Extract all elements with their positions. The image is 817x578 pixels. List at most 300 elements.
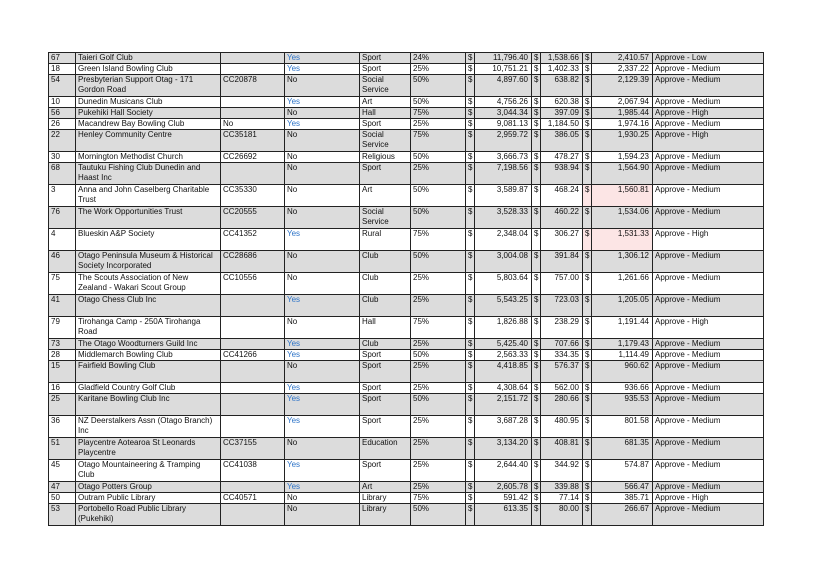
currency-symbol-cell[interactable]: $ [583, 504, 592, 526]
charity-number-cell[interactable] [221, 504, 285, 526]
amount-cell[interactable]: 1,261.66 [592, 273, 653, 295]
category-cell[interactable]: Sport [360, 416, 411, 438]
organisation-cell[interactable]: NZ Deerstalkers Assn (Otago Branch) Inc [76, 416, 221, 438]
charity-number-cell[interactable]: CC40571 [221, 493, 285, 504]
table-row[interactable] [49, 97, 764, 108]
amount-cell[interactable]: 1,826.88 [475, 317, 532, 339]
gst-cell[interactable]: Yes [285, 339, 360, 350]
currency-symbol-cell[interactable]: $ [532, 350, 541, 361]
currency-symbol-cell[interactable]: $ [583, 383, 592, 394]
amount-cell[interactable]: 5,425.40 [475, 339, 532, 350]
currency-symbol-cell[interactable]: $ [466, 97, 475, 108]
percent-cell[interactable]: 25% [411, 119, 466, 130]
amount-cell[interactable]: 576.37 [541, 361, 583, 383]
gst-cell[interactable]: Yes [285, 97, 360, 108]
currency-symbol-cell[interactable]: $ [532, 273, 541, 295]
organisation-cell[interactable]: Anna and John Caselberg Charitable Trust [76, 185, 221, 207]
category-cell[interactable]: Sport [360, 460, 411, 482]
percent-cell[interactable]: 25% [411, 64, 466, 75]
category-cell[interactable]: Religious [360, 152, 411, 163]
gst-cell[interactable]: No [285, 185, 360, 207]
currency-symbol-cell[interactable]: $ [466, 251, 475, 273]
amount-cell[interactable]: 613.35 [475, 504, 532, 526]
id-cell[interactable]: 67 [49, 53, 76, 64]
currency-symbol-cell[interactable]: $ [532, 361, 541, 383]
category-cell[interactable]: Sport [360, 64, 411, 75]
percent-cell[interactable]: 25% [411, 361, 466, 383]
recommendation-cell[interactable]: Approve - Medium [653, 361, 764, 383]
table-row[interactable] [49, 339, 764, 350]
percent-cell[interactable]: 25% [411, 416, 466, 438]
amount-cell[interactable]: 1,114.49 [592, 350, 653, 361]
currency-symbol-cell[interactable]: $ [466, 493, 475, 504]
recommendation-cell[interactable]: Approve - Medium [653, 251, 764, 273]
organisation-cell[interactable]: Outram Public Library [76, 493, 221, 504]
amount-cell[interactable]: 1,179.43 [592, 339, 653, 350]
id-cell[interactable]: 54 [49, 75, 76, 97]
currency-symbol-cell[interactable]: $ [583, 229, 592, 251]
currency-symbol-cell[interactable]: $ [583, 317, 592, 339]
currency-symbol-cell[interactable]: $ [466, 350, 475, 361]
currency-symbol-cell[interactable]: $ [583, 97, 592, 108]
percent-cell[interactable]: 75% [411, 108, 466, 119]
amount-cell[interactable]: 1,306.12 [592, 251, 653, 273]
category-cell[interactable]: Art [360, 185, 411, 207]
amount-cell[interactable]: 2,959.72 [475, 130, 532, 152]
gst-cell[interactable]: No [285, 108, 360, 119]
amount-cell[interactable]: 2,563.33 [475, 350, 532, 361]
currency-symbol-cell[interactable]: $ [466, 361, 475, 383]
organisation-cell[interactable]: Dunedin Musicans Club [76, 97, 221, 108]
gst-cell[interactable]: Yes [285, 394, 360, 416]
percent-cell[interactable]: 50% [411, 185, 466, 207]
charity-number-cell[interactable] [221, 361, 285, 383]
id-cell[interactable]: 18 [49, 64, 76, 75]
amount-cell[interactable]: 7,198.56 [475, 163, 532, 185]
id-cell[interactable]: 36 [49, 416, 76, 438]
organisation-cell[interactable]: The Work Opportunities Trust [76, 207, 221, 229]
currency-symbol-cell[interactable]: $ [583, 130, 592, 152]
percent-cell[interactable]: 50% [411, 350, 466, 361]
percent-cell[interactable]: 25% [411, 438, 466, 460]
amount-cell[interactable]: 3,528.33 [475, 207, 532, 229]
id-cell[interactable]: 15 [49, 361, 76, 383]
recommendation-cell[interactable]: Approve - Medium [653, 97, 764, 108]
recommendation-cell[interactable]: Approve - Medium [653, 64, 764, 75]
amount-cell[interactable]: 397.09 [541, 108, 583, 119]
charity-number-cell[interactable] [221, 383, 285, 394]
amount-cell[interactable]: 2,605.78 [475, 482, 532, 493]
percent-cell[interactable]: 50% [411, 75, 466, 97]
amount-cell[interactable]: 386.05 [541, 130, 583, 152]
currency-symbol-cell[interactable]: $ [583, 108, 592, 119]
organisation-cell[interactable]: Presbyterian Support Otag - 171 Gordon Road [76, 75, 221, 97]
organisation-cell[interactable]: Gladfield Country Golf Club [76, 383, 221, 394]
category-cell[interactable]: Social Service [360, 207, 411, 229]
amount-cell[interactable]: 339.88 [541, 482, 583, 493]
amount-cell[interactable]: 460.22 [541, 207, 583, 229]
currency-symbol-cell[interactable]: $ [583, 361, 592, 383]
currency-symbol-cell[interactable]: $ [532, 339, 541, 350]
currency-symbol-cell[interactable]: $ [466, 130, 475, 152]
currency-symbol-cell[interactable]: $ [532, 97, 541, 108]
recommendation-cell[interactable]: Approve - High [653, 130, 764, 152]
category-cell[interactable]: Sport [360, 53, 411, 64]
amount-cell[interactable]: 938.94 [541, 163, 583, 185]
organisation-cell[interactable]: Henley Community Centre [76, 130, 221, 152]
category-cell[interactable]: Sport [360, 383, 411, 394]
currency-symbol-cell[interactable]: $ [532, 438, 541, 460]
charity-number-cell[interactable]: CC10556 [221, 273, 285, 295]
recommendation-cell[interactable]: Approve - Medium [653, 207, 764, 229]
amount-cell[interactable]: 334.35 [541, 350, 583, 361]
amount-cell[interactable]: 1,560.81 [592, 185, 653, 207]
currency-symbol-cell[interactable]: $ [532, 295, 541, 317]
id-cell[interactable]: 30 [49, 152, 76, 163]
percent-cell[interactable]: 50% [411, 207, 466, 229]
category-cell[interactable]: Library [360, 504, 411, 526]
amount-cell[interactable]: 468.24 [541, 185, 583, 207]
currency-symbol-cell[interactable]: $ [583, 350, 592, 361]
currency-symbol-cell[interactable]: $ [583, 460, 592, 482]
table-row[interactable] [49, 119, 764, 130]
charity-number-cell[interactable]: CC35330 [221, 185, 285, 207]
percent-cell[interactable]: 25% [411, 163, 466, 185]
id-cell[interactable]: 26 [49, 119, 76, 130]
recommendation-cell[interactable]: Approve - Medium [653, 295, 764, 317]
gst-cell[interactable]: No [285, 273, 360, 295]
percent-cell[interactable]: 25% [411, 295, 466, 317]
amount-cell[interactable]: 10,751.21 [475, 64, 532, 75]
amount-cell[interactable]: 1,402.33 [541, 64, 583, 75]
currency-symbol-cell[interactable]: $ [532, 163, 541, 185]
organisation-cell[interactable]: Portobello Road Public Library (Pukehiki) [76, 504, 221, 526]
currency-symbol-cell[interactable]: $ [583, 295, 592, 317]
gst-cell[interactable]: No [285, 438, 360, 460]
amount-cell[interactable]: 723.03 [541, 295, 583, 317]
currency-symbol-cell[interactable]: $ [532, 317, 541, 339]
recommendation-cell[interactable]: Approve - Medium [653, 75, 764, 97]
currency-symbol-cell[interactable]: $ [532, 108, 541, 119]
recommendation-cell[interactable]: Approve - Medium [653, 460, 764, 482]
recommendation-cell[interactable]: Approve - Medium [653, 119, 764, 130]
table-row[interactable] [49, 163, 764, 185]
table-row[interactable] [49, 251, 764, 273]
recommendation-cell[interactable]: Approve - Medium [653, 504, 764, 526]
currency-symbol-cell[interactable]: $ [466, 394, 475, 416]
amount-cell[interactable]: 1,564.90 [592, 163, 653, 185]
amount-cell[interactable]: 11,796.40 [475, 53, 532, 64]
amount-cell[interactable]: 385.71 [592, 493, 653, 504]
id-cell[interactable]: 53 [49, 504, 76, 526]
id-cell[interactable]: 68 [49, 163, 76, 185]
currency-symbol-cell[interactable]: $ [532, 53, 541, 64]
id-cell[interactable]: 41 [49, 295, 76, 317]
table-row[interactable] [49, 460, 764, 482]
amount-cell[interactable]: 3,134.20 [475, 438, 532, 460]
amount-cell[interactable]: 306.27 [541, 229, 583, 251]
amount-cell[interactable]: 638.82 [541, 75, 583, 97]
currency-symbol-cell[interactable]: $ [532, 460, 541, 482]
category-cell[interactable]: Art [360, 97, 411, 108]
currency-symbol-cell[interactable]: $ [583, 482, 592, 493]
percent-cell[interactable]: 25% [411, 482, 466, 493]
amount-cell[interactable]: 2,129.39 [592, 75, 653, 97]
amount-cell[interactable]: 77.14 [541, 493, 583, 504]
amount-cell[interactable]: 936.66 [592, 383, 653, 394]
id-cell[interactable]: 22 [49, 130, 76, 152]
recommendation-cell[interactable]: Approve - High [653, 493, 764, 504]
currency-symbol-cell[interactable]: $ [466, 229, 475, 251]
organisation-cell[interactable]: Karitane Bowling Club Inc [76, 394, 221, 416]
charity-number-cell[interactable] [221, 339, 285, 350]
recommendation-cell[interactable]: Approve - Medium [653, 163, 764, 185]
charity-number-cell[interactable] [221, 394, 285, 416]
currency-symbol-cell[interactable]: $ [583, 273, 592, 295]
percent-cell[interactable]: 75% [411, 493, 466, 504]
amount-cell[interactable]: 3,687.28 [475, 416, 532, 438]
recommendation-cell[interactable]: Approve - Low [653, 53, 764, 64]
gst-cell[interactable]: No [285, 504, 360, 526]
amount-cell[interactable]: 620.38 [541, 97, 583, 108]
amount-cell[interactable]: 4,897.60 [475, 75, 532, 97]
charity-number-cell[interactable]: CC20878 [221, 75, 285, 97]
id-cell[interactable]: 47 [49, 482, 76, 493]
percent-cell[interactable]: 75% [411, 130, 466, 152]
organisation-cell[interactable]: Otago Peninsula Museum & Historical Society Incorporated [76, 251, 221, 273]
id-cell[interactable]: 50 [49, 493, 76, 504]
gst-cell[interactable]: Yes [285, 350, 360, 361]
amount-cell[interactable]: 1,930.25 [592, 130, 653, 152]
id-cell[interactable]: 75 [49, 273, 76, 295]
charity-number-cell[interactable] [221, 317, 285, 339]
amount-cell[interactable]: 574.87 [592, 460, 653, 482]
table-row[interactable] [49, 438, 764, 460]
organisation-cell[interactable]: Blueskin A&P Society [76, 229, 221, 251]
currency-symbol-cell[interactable]: $ [532, 493, 541, 504]
percent-cell[interactable]: 50% [411, 97, 466, 108]
id-cell[interactable]: 10 [49, 97, 76, 108]
currency-symbol-cell[interactable]: $ [466, 53, 475, 64]
charity-number-cell[interactable] [221, 295, 285, 317]
charity-number-cell[interactable]: CC28686 [221, 251, 285, 273]
recommendation-cell[interactable]: Approve - Medium [653, 438, 764, 460]
amount-cell[interactable]: 280.66 [541, 394, 583, 416]
currency-symbol-cell[interactable]: $ [583, 119, 592, 130]
currency-symbol-cell[interactable]: $ [532, 152, 541, 163]
currency-symbol-cell[interactable]: $ [466, 317, 475, 339]
amount-cell[interactable]: 1,974.16 [592, 119, 653, 130]
amount-cell[interactable]: 238.29 [541, 317, 583, 339]
amount-cell[interactable]: 801.58 [592, 416, 653, 438]
table-row[interactable] [49, 504, 764, 526]
recommendation-cell[interactable]: Approve - High [653, 317, 764, 339]
gst-cell[interactable]: No [285, 317, 360, 339]
gst-cell[interactable]: Yes [285, 53, 360, 64]
table-row[interactable] [49, 75, 764, 97]
recommendation-cell[interactable]: Approve - Medium [653, 152, 764, 163]
amount-cell[interactable]: 2,348.04 [475, 229, 532, 251]
amount-cell[interactable]: 2,410.57 [592, 53, 653, 64]
amount-cell[interactable]: 478.27 [541, 152, 583, 163]
charity-number-cell[interactable] [221, 64, 285, 75]
percent-cell[interactable]: 50% [411, 504, 466, 526]
recommendation-cell[interactable]: Approve - Medium [653, 185, 764, 207]
amount-cell[interactable]: 681.35 [592, 438, 653, 460]
organisation-cell[interactable]: Otago Chess Club Inc [76, 295, 221, 317]
category-cell[interactable]: Club [360, 273, 411, 295]
amount-cell[interactable]: 2,151.72 [475, 394, 532, 416]
amount-cell[interactable]: 5,543.25 [475, 295, 532, 317]
currency-symbol-cell[interactable]: $ [466, 108, 475, 119]
amount-cell[interactable]: 408.81 [541, 438, 583, 460]
table-row[interactable] [49, 383, 764, 394]
gst-cell[interactable]: Yes [285, 383, 360, 394]
gst-cell[interactable]: No [285, 493, 360, 504]
amount-cell[interactable]: 1,985.44 [592, 108, 653, 119]
table-row[interactable] [49, 207, 764, 229]
currency-symbol-cell[interactable]: $ [583, 207, 592, 229]
recommendation-cell[interactable]: Approve - Medium [653, 339, 764, 350]
table-row[interactable] [49, 482, 764, 493]
id-cell[interactable]: 73 [49, 339, 76, 350]
currency-symbol-cell[interactable]: $ [532, 416, 541, 438]
id-cell[interactable]: 51 [49, 438, 76, 460]
charity-number-cell[interactable]: CC37155 [221, 438, 285, 460]
gst-cell[interactable]: No [285, 152, 360, 163]
table-row[interactable] [49, 108, 764, 119]
table-row[interactable] [49, 493, 764, 504]
table-row[interactable] [49, 394, 764, 416]
organisation-cell[interactable]: Otago Potters Group [76, 482, 221, 493]
currency-symbol-cell[interactable]: $ [583, 394, 592, 416]
currency-symbol-cell[interactable]: $ [583, 152, 592, 163]
currency-symbol-cell[interactable]: $ [466, 504, 475, 526]
table-row[interactable] [49, 130, 764, 152]
amount-cell[interactable]: 1,538.66 [541, 53, 583, 64]
currency-symbol-cell[interactable]: $ [583, 438, 592, 460]
amount-cell[interactable]: 1,534.06 [592, 207, 653, 229]
id-cell[interactable]: 16 [49, 383, 76, 394]
charity-number-cell[interactable]: CC26692 [221, 152, 285, 163]
amount-cell[interactable]: 4,308.64 [475, 383, 532, 394]
currency-symbol-cell[interactable]: $ [466, 438, 475, 460]
organisation-cell[interactable]: Tautuku Fishing Club Dunedin and Haast Inc [76, 163, 221, 185]
currency-symbol-cell[interactable]: $ [466, 383, 475, 394]
amount-cell[interactable]: 5,803.64 [475, 273, 532, 295]
currency-symbol-cell[interactable]: $ [532, 229, 541, 251]
amount-cell[interactable]: 3,666.73 [475, 152, 532, 163]
id-cell[interactable]: 25 [49, 394, 76, 416]
amount-cell[interactable]: 4,756.26 [475, 97, 532, 108]
currency-symbol-cell[interactable]: $ [466, 64, 475, 75]
category-cell[interactable]: Sport [360, 394, 411, 416]
charity-number-cell[interactable]: CC41352 [221, 229, 285, 251]
charity-number-cell[interactable] [221, 53, 285, 64]
amount-cell[interactable]: 707.66 [541, 339, 583, 350]
table-row[interactable] [49, 416, 764, 438]
currency-symbol-cell[interactable]: $ [466, 75, 475, 97]
charity-number-cell[interactable]: CC35181 [221, 130, 285, 152]
percent-cell[interactable]: 50% [411, 152, 466, 163]
amount-cell[interactable]: 1,205.05 [592, 295, 653, 317]
currency-symbol-cell[interactable]: $ [532, 482, 541, 493]
currency-symbol-cell[interactable]: $ [532, 251, 541, 273]
charity-number-cell[interactable] [221, 163, 285, 185]
amount-cell[interactable]: 9,081.13 [475, 119, 532, 130]
category-cell[interactable]: Sport [360, 361, 411, 383]
amount-cell[interactable]: 3,589.87 [475, 185, 532, 207]
charity-number-cell[interactable]: CC20555 [221, 207, 285, 229]
currency-symbol-cell[interactable]: $ [466, 163, 475, 185]
percent-cell[interactable]: 25% [411, 383, 466, 394]
amount-cell[interactable]: 3,044.34 [475, 108, 532, 119]
organisation-cell[interactable]: Otago Mountaineering & Tramping Club [76, 460, 221, 482]
recommendation-cell[interactable]: Approve - Medium [653, 273, 764, 295]
gst-cell[interactable]: No [285, 163, 360, 185]
gst-cell[interactable]: Yes [285, 229, 360, 251]
organisation-cell[interactable]: Macandrew Bay Bowling Club [76, 119, 221, 130]
table-row[interactable] [49, 64, 764, 75]
currency-symbol-cell[interactable]: $ [466, 152, 475, 163]
gst-cell[interactable]: Yes [285, 482, 360, 493]
recommendation-cell[interactable]: Approve - High [653, 108, 764, 119]
amount-cell[interactable]: 562.00 [541, 383, 583, 394]
amount-cell[interactable]: 1,594.23 [592, 152, 653, 163]
currency-symbol-cell[interactable]: $ [532, 75, 541, 97]
currency-symbol-cell[interactable]: $ [532, 64, 541, 75]
table-row[interactable] [49, 185, 764, 207]
organisation-cell[interactable]: The Scouts Association of New Zealand - Wakari Scout Group [76, 273, 221, 295]
currency-symbol-cell[interactable]: $ [583, 416, 592, 438]
currency-symbol-cell[interactable]: $ [532, 185, 541, 207]
recommendation-cell[interactable]: Approve - Medium [653, 394, 764, 416]
recommendation-cell[interactable]: Approve - Medium [653, 416, 764, 438]
gst-cell[interactable]: No [285, 130, 360, 152]
organisation-cell[interactable]: Green Island Bowling Club [76, 64, 221, 75]
amount-cell[interactable]: 1,191.44 [592, 317, 653, 339]
gst-cell[interactable]: Yes [285, 119, 360, 130]
amount-cell[interactable]: 935.53 [592, 394, 653, 416]
currency-symbol-cell[interactable]: $ [532, 119, 541, 130]
id-cell[interactable]: 46 [49, 251, 76, 273]
table-row[interactable] [49, 152, 764, 163]
currency-symbol-cell[interactable]: $ [466, 295, 475, 317]
gst-cell[interactable]: Yes [285, 64, 360, 75]
currency-symbol-cell[interactable]: $ [583, 339, 592, 350]
id-cell[interactable]: 56 [49, 108, 76, 119]
id-cell[interactable]: 45 [49, 460, 76, 482]
id-cell[interactable]: 3 [49, 185, 76, 207]
amount-cell[interactable]: 960.62 [592, 361, 653, 383]
currency-symbol-cell[interactable]: $ [532, 394, 541, 416]
currency-symbol-cell[interactable]: $ [466, 119, 475, 130]
amount-cell[interactable]: 266.67 [592, 504, 653, 526]
currency-symbol-cell[interactable]: $ [466, 185, 475, 207]
organisation-cell[interactable]: Taieri Golf Club [76, 53, 221, 64]
recommendation-cell[interactable]: Approve - Medium [653, 383, 764, 394]
table-row[interactable] [49, 295, 764, 317]
percent-cell[interactable]: 25% [411, 460, 466, 482]
category-cell[interactable]: Rural [360, 229, 411, 251]
amount-cell[interactable]: 4,418.85 [475, 361, 532, 383]
amount-cell[interactable]: 1,531.33 [592, 229, 653, 251]
charity-number-cell[interactable]: CC41038 [221, 460, 285, 482]
currency-symbol-cell[interactable]: $ [583, 185, 592, 207]
category-cell[interactable]: Art [360, 482, 411, 493]
organisation-cell[interactable]: Pukehiki Hall Society [76, 108, 221, 119]
organisation-cell[interactable]: Fairfield Bowling Club [76, 361, 221, 383]
